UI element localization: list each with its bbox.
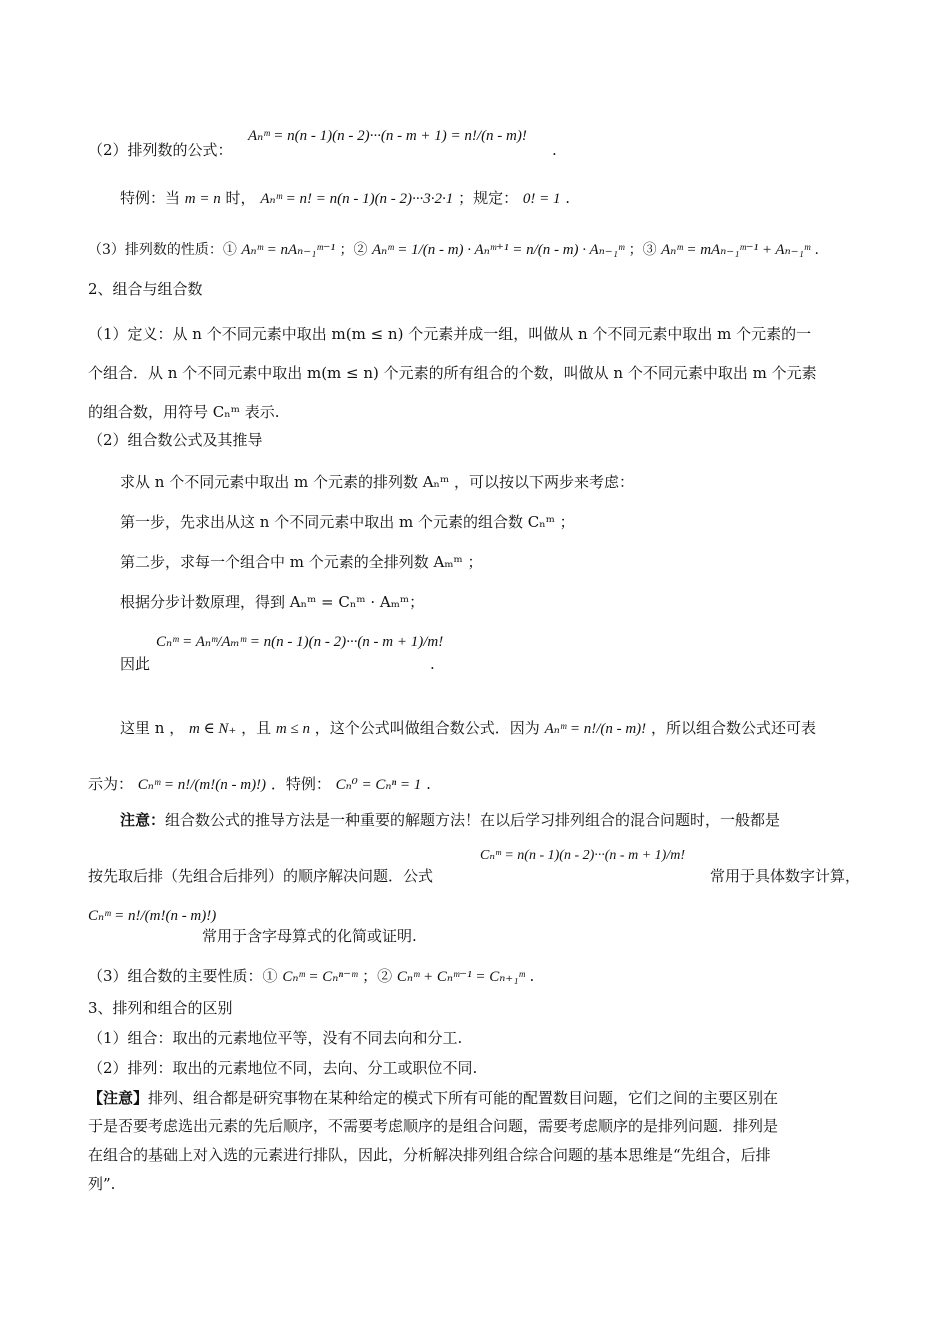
text: ；② <box>362 967 393 985</box>
here-line <box>120 716 862 741</box>
perm-formula-label: （2）排列数的公式： <box>88 141 233 159</box>
section-heading-2: 2、组合与组合数 <box>88 280 203 298</box>
usage-line-1 <box>88 840 862 888</box>
text: ，这个公式叫做组合数公式．因为 <box>314 719 540 737</box>
perm-formula-line <box>88 118 862 162</box>
text: ．特例： <box>270 775 331 793</box>
text: 常用于具体数字计算， <box>710 867 861 885</box>
subsection-heading: （2）组合数公式及其推导 <box>88 431 263 449</box>
note-label: 注意： <box>120 811 166 829</box>
summary-line-2: 于是否要考虑选出元素的先后顺序，不需要考虑顺序的是组合问题，需要考虑顺序的是排列问题．排列是 <box>88 1117 779 1135</box>
math-m-eq-n: m = n <box>184 191 221 207</box>
math-m-natural: m ∈ N₊ <box>188 721 237 737</box>
math-prop3: Aₙᵐ = mAₙ₋₁ᵐ⁻¹ + Aₙ₋₁ᵐ <box>661 242 811 258</box>
perm-properties-line <box>88 238 862 262</box>
definition-line-3: 的组合数，用符号 Cₙᵐ 表示. <box>88 403 280 421</box>
math-perm-factorial: Aₙᵐ = n!/(n - m)! <box>544 721 647 737</box>
math-comb-special: Cₙ⁰ = Cₙⁿ = 1 <box>335 777 422 793</box>
math-zero-factorial: 0! = 1 <box>522 191 561 207</box>
text: . <box>430 655 435 673</box>
text: . <box>565 189 571 207</box>
text: （3）排列数的性质：① <box>88 242 237 258</box>
therefore-line <box>120 620 862 676</box>
text: ，所以组合数公式还可表 <box>650 719 816 737</box>
comb-product-formula: Cₙᵐ = n(n - 1)(n - 2)···(n - m + 1)/m! <box>480 848 685 863</box>
combination-definition: （1）组合：取出的元素地位平等，没有不同去向和分工. <box>88 1029 463 1047</box>
definition-line-1: （1）定义：从 n 个不同元素中取出 m(m ≤ n) 个元素并成一组，叫做从 n 个不同元素中取出 m 个元素的一 <box>88 325 812 343</box>
perm-formula-end: . <box>552 141 557 159</box>
alt-form-line <box>88 772 862 797</box>
text: ；规定： <box>458 189 519 207</box>
text: ，且 <box>241 719 272 737</box>
comb-formula: Cₙᵐ = Aₙᵐ/Aₘᵐ = n(n - 1)(n - 2)···(n - m + 1)/m! <box>156 634 444 650</box>
summary-note-line <box>88 1086 862 1110</box>
text: 特例：当 <box>120 189 181 207</box>
usage-line-2 <box>88 900 862 944</box>
text: 这里 n ， <box>120 719 185 737</box>
step-one: 第一步，先求出从这 n 个不同元素中取出 m 个元素的组合数 Cₙᵐ ； <box>120 513 575 531</box>
text: . <box>814 242 819 258</box>
text: 按先取后排（先组合后排列）的顺序解决问题．公式 <box>88 867 434 885</box>
text: 时， <box>225 189 256 207</box>
text: 因此 <box>120 655 151 673</box>
summary-line-3: 在组合的基础上对入选的元素进行排队，因此，分析解决排列组合综合问题的基本思维是“先组合，后排 <box>88 1146 771 1164</box>
math-comb-factorial: Cₙᵐ = n!/(m!(n - m)!) <box>137 777 267 793</box>
perm-special-line <box>120 186 862 211</box>
definition-line-2: 个组合．从 n 个不同元素中取出 m(m ≤ n) 个元素的所有组合的个数，叫做从 n 个不同元素中取出 m 个元素 <box>88 364 817 382</box>
derivation-intro: 求从 n 个不同元素中取出 m 个元素的排列数 Aₙᵐ ，可以按以下两步来考虑： <box>120 473 635 491</box>
summary-note-label: 【注意】 <box>88 1089 149 1107</box>
text: 排列、组合都是研究事物在某种给定的模式下所有可能的配置数目问题，它们之间的主要区别在 <box>148 1089 779 1107</box>
perm-formula: Aₙᵐ = n(n - 1)(n - 2)···(n - m + 1) = n!/(n - m)! <box>248 128 527 144</box>
math-prop1: Aₙᵐ = nAₙ₋₁ᵐ⁻¹ <box>241 242 336 258</box>
math-comb-prop1: Cₙᵐ = Cₙⁿ⁻ᵐ <box>282 969 358 985</box>
math-comb-prop2: Cₙᵐ + Cₙᵐ⁻¹ = Cₙ₊₁ᵐ <box>396 969 525 985</box>
comb-factorial-formula: Cₙᵐ = n!/(m!(n - m)!) <box>88 908 217 924</box>
text: ；③ <box>628 242 657 258</box>
text: （3）组合数的主要性质：① <box>88 967 278 985</box>
multiplication-principle: 根据分步计数原理，得到 Aₙᵐ = Cₙᵐ · Aₘᵐ； <box>120 593 425 611</box>
text: ；② <box>339 242 368 258</box>
step-two: 第二步，求每一个组合中 m 个元素的全排列数 Aₘᵐ ； <box>120 553 483 571</box>
comb-properties-line <box>88 964 862 989</box>
text: 组合数公式的推导方法是一种重要的解题方法！在以后学习排列组合的混合问题时，一般都是 <box>165 811 781 829</box>
text: 常用于含字母算式的化简或证明. <box>202 927 417 945</box>
permutation-definition: （2）排列：取出的元素地位不同，去向、分工或职位不同. <box>88 1059 478 1077</box>
math-prop2: Aₙᵐ = 1/(n - m) · Aₙᵐ⁺¹ = n/(n - m) · Aₙ₋₁ᵐ <box>371 242 625 258</box>
math-m-le-n: m ≤ n <box>275 721 310 737</box>
text: . <box>529 967 535 985</box>
text: . <box>426 775 431 793</box>
summary-line-4: 列”. <box>88 1175 116 1193</box>
note-line <box>120 808 862 832</box>
math-factorial: Aₙᵐ = n! = n(n - 1)(n - 2)···3·2·1 <box>260 191 454 207</box>
text: 示为： <box>88 775 134 793</box>
section-heading-3: 3、排列和组合的区别 <box>88 999 233 1017</box>
